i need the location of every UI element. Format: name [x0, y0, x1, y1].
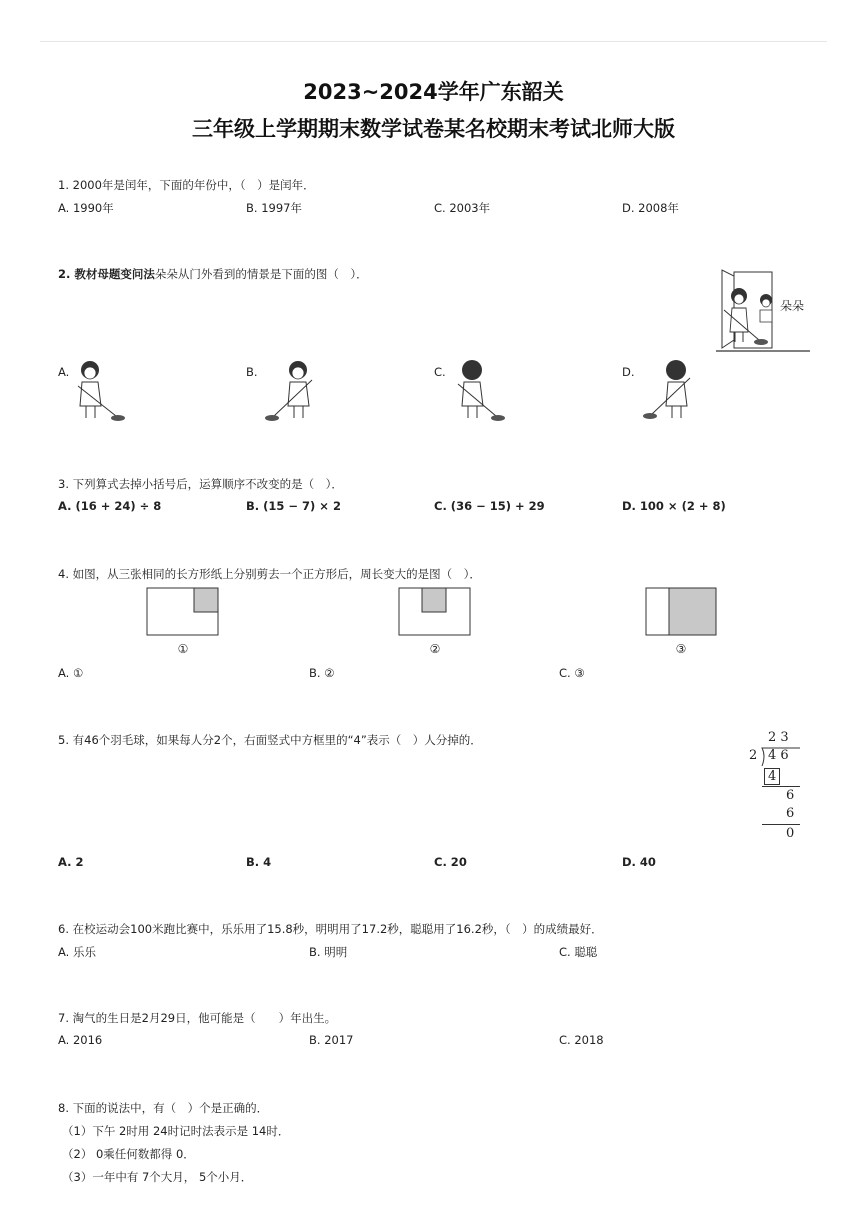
division-row-six-1: 6	[786, 788, 795, 803]
document-title-line2: 三年级上学期期末数学试卷某名校期末考试北师大版	[192, 117, 675, 141]
division-remainder: 0	[786, 826, 795, 841]
question-2-text: 朵朵从门外看到的情景是下面的图（ ）．	[154, 267, 368, 281]
q1-option-a[interactable]: A. 1990年	[58, 201, 114, 215]
document-title-line1: 2023~2024学年广东韶关	[303, 80, 564, 104]
division-divisor: 2	[749, 748, 758, 763]
figure-label-3: ③	[675, 642, 687, 656]
q7-option-b[interactable]: B. 2017	[309, 1033, 354, 1047]
q2-option-d[interactable]: D.	[622, 365, 635, 379]
question-8-stem: 8. 下面的说法中，有（ ）个是正确的．	[58, 1101, 269, 1115]
q2-option-c[interactable]: C.	[434, 365, 446, 379]
option-a-girl-front-image	[72, 358, 130, 426]
rectangle-figure-3	[645, 587, 719, 637]
q5-option-b[interactable]: B. 4	[246, 855, 272, 869]
long-division-figure	[744, 728, 814, 848]
q2-option-b[interactable]: B.	[246, 365, 258, 379]
q1-option-c[interactable]: C. 2003年	[434, 201, 491, 215]
q6-option-b[interactable]: B. 明明	[309, 945, 348, 959]
door-scene-figure	[714, 266, 814, 356]
division-quotient: 2 3	[768, 730, 789, 745]
rectangle-figure-1	[146, 587, 220, 637]
question-6-stem: 6. 在校运动会100米跑比赛中，乐乐用了15.8秒，明明用了17.2秒，聪聪用了16.2秒，（ ）的成绩最好．	[58, 922, 603, 936]
division-dividend: 4 6	[768, 748, 789, 763]
q6-option-a[interactable]: A. 乐乐	[58, 945, 96, 959]
q5-option-d[interactable]: D. 40	[622, 855, 656, 869]
option-d-girl-back-image	[640, 356, 698, 426]
division-boxed-four: 4	[764, 768, 780, 785]
q8-statement-2: （2） 0乘任何数都得 0．	[62, 1147, 195, 1161]
q1-option-b[interactable]: B. 1997年	[246, 201, 302, 215]
question-2-tag: 2. 教材母题变问法	[58, 267, 155, 281]
q5-option-a[interactable]: A. 2	[58, 855, 84, 869]
division-line-2	[762, 824, 800, 825]
q1-option-d[interactable]: D. 2008年	[622, 201, 679, 215]
question-1-stem: 1. 2000年是闰年，下面的年份中，（ ）是闰年．	[58, 178, 315, 192]
figure-label-duoduo: 朵朵	[780, 299, 805, 313]
q3-option-c[interactable]: C. (36 − 15) + 29	[434, 499, 545, 513]
q4-option-c[interactable]: C. ③	[559, 666, 585, 680]
division-line-1	[762, 786, 800, 787]
q7-option-a[interactable]: A. 2016	[58, 1033, 103, 1047]
question-3-stem: 3. 下列算式去掉小括号后，运算顺序不改变的是（ ）．	[58, 477, 343, 491]
option-b-girl-front-image	[262, 358, 320, 426]
figure-label-2: ②	[429, 642, 441, 656]
question-4-stem: 4. 如图，从三张相同的长方形纸上分别剪去一个正方形后，周长变大的是图（ ）．	[58, 567, 481, 581]
q2-option-a[interactable]: A.	[58, 365, 70, 379]
q6-option-c[interactable]: C. 聪聪	[559, 945, 598, 959]
q7-option-c[interactable]: C. 2018	[559, 1033, 604, 1047]
q8-statement-1: （1）下午 2时用 24时记时法表示是 14时．	[62, 1124, 290, 1138]
q4-option-a[interactable]: A. ①	[58, 666, 84, 680]
division-row-six-2: 6	[786, 806, 795, 821]
q3-option-a[interactable]: A. (16 + 24) ÷ 8	[58, 499, 162, 513]
q3-option-d[interactable]: D. 100 × (2 + 8)	[622, 499, 726, 513]
q4-option-b[interactable]: B. ②	[309, 666, 335, 680]
question-7-stem: 7. 淘气的生日是2月29日，他可能是（ ）年出生。	[58, 1011, 337, 1025]
q3-option-b[interactable]: B. (15 − 7) × 2	[246, 499, 341, 513]
top-divider	[40, 41, 827, 42]
figure-label-1: ①	[177, 642, 189, 656]
q8-statement-3: （3）一年中有 7个大月， 5个小月．	[62, 1170, 253, 1184]
q5-option-c[interactable]: C. 20	[434, 855, 467, 869]
option-c-girl-back-image	[452, 356, 510, 426]
rectangle-figure-2	[398, 587, 472, 637]
question-5-stem: 5. 有46个羽毛球，如果每人分2个，右面竖式中方框里的“4”表示（ ）人分掉的．	[58, 733, 482, 747]
question-2-stem	[58, 266, 368, 282]
